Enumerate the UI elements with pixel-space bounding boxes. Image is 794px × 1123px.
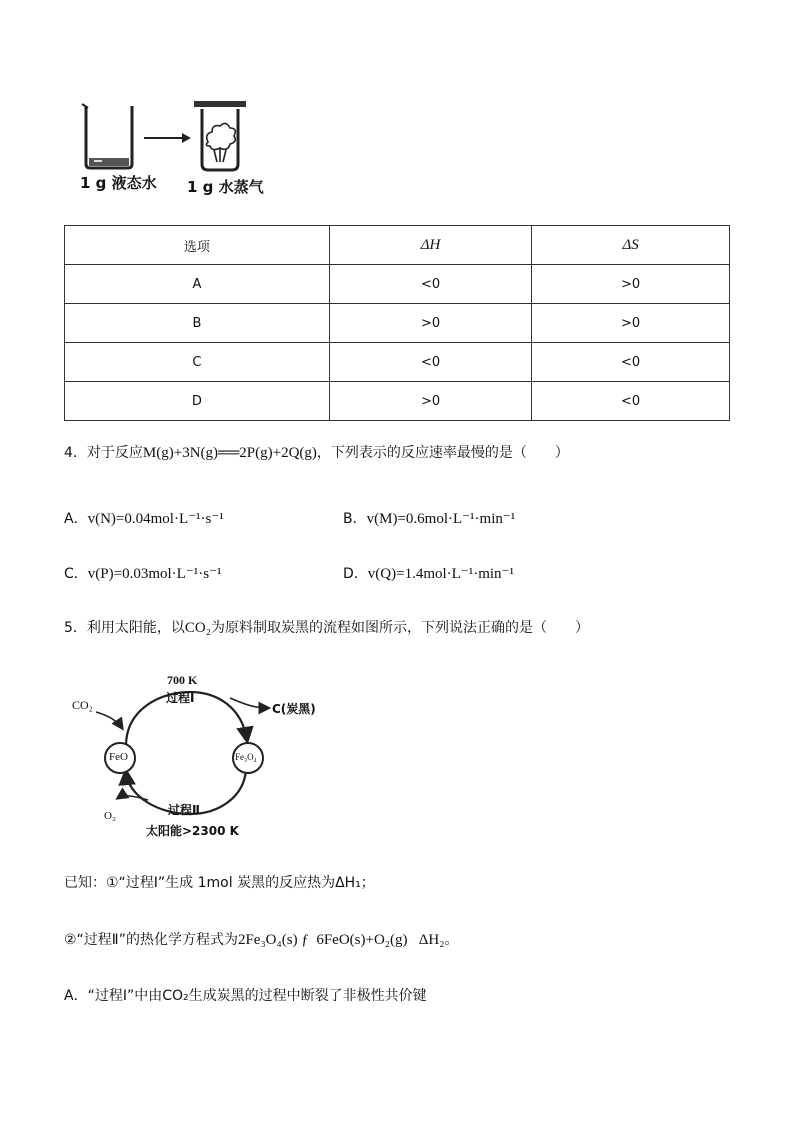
diagram-bottom-temp: 太阳能>2300 K [146,824,239,838]
arrow-icon [144,133,191,143]
option-letter: B． [343,511,367,527]
q5-option-a: A．“过程Ⅰ”中由CO₂生成炭黑的过程中断裂了非极性共价键 [64,988,427,1004]
known-2-equation: 2Fe₃O₄(s) ƒ 6FeO(s)+O₂(g) ΔH₂ [237,932,445,948]
q5-stem-prefix: 5．利用太阳能，以 [64,620,185,636]
table-cell: <0 [329,343,531,382]
carbon-output-arrow [230,698,268,708]
option-expression: v(M)=0.6mol·L⁻¹·min⁻¹ [366,511,516,527]
q5-stem-suffix: 为原料制取炭黑的流程如图所示，下列说法正确的是（ ） [211,620,589,636]
table-cell: A [65,265,330,304]
table-cell: >0 [532,265,730,304]
table-row [65,265,730,304]
table-cell: D [65,382,330,421]
diagram-o2-output: O₂ [104,810,116,822]
known-2-end: 。 [444,932,459,948]
table-row [65,382,730,421]
diagram-feo-label: FeO [109,751,128,763]
table-header-row [65,226,730,265]
option-expression: v(Q)=1.4mol·L⁻¹·min⁻¹ [367,566,514,582]
table-cell: <0 [329,265,531,304]
q4-option-d [343,563,514,583]
option-letter: D． [343,566,368,582]
known-2-prefix: ②“过程Ⅱ”的热化学方程式为 [64,932,238,948]
water-vapor-label: 1 g 水蒸气 [187,178,264,196]
q4-prefix: 4．对于反应 [64,445,143,461]
co2-input-arrow [96,712,122,728]
header-delta-s: ΔS [532,226,730,265]
option-letter: C． [64,566,88,582]
jar-icon [194,101,246,170]
q4-option-b [343,508,515,528]
table-row [65,304,730,343]
q4-option-c [64,563,221,583]
diagram-process-1: 过程Ⅰ [166,691,195,705]
q4-equation: M(g)+3N(g)══2P(g)+2Q(g) [142,445,317,461]
q4-option-a [64,508,224,528]
option-expression: v(N)=0.04mol·L⁻¹·s⁻¹ [87,511,224,527]
table-cell: >0 [329,382,531,421]
beaker-icon [82,104,132,168]
diagram-carbon-output: C(炭黑) [272,702,316,716]
diagram-top-temp: 700 K [167,673,198,687]
table-cell: B [65,304,330,343]
diagram-co2-input: CO₂ [72,698,93,712]
q5-stem-co2: CO₂ [184,620,211,636]
options-table [64,225,730,421]
table-cell: >0 [532,304,730,343]
table-cell: C [65,343,330,382]
header-delta-h: ΔH [329,226,531,265]
liquid-water-label: 1 g 液态水 [80,174,157,192]
table-cell: >0 [329,304,531,343]
question-5-stem [64,617,589,637]
option-letter: A． [64,511,88,527]
diagram-fe3o4-label: Fe₃O₄ [235,752,257,762]
table-cell: <0 [532,382,730,421]
header-option: 选项 [65,226,330,265]
o2-output-arrow [118,796,148,800]
known-statement-1: 已知：①“过程Ⅰ”生成 1mol 炭黑的反应热为ΔH₁； [64,875,375,891]
q4-suffix: ，下列表示的反应速率最慢的是（ ） [316,445,569,461]
known-statement-2 [64,929,458,949]
table-row [65,343,730,382]
question-4-stem [64,442,569,462]
option-expression: v(P)=0.03mol·L⁻¹·s⁻¹ [87,566,222,582]
diagram-process-2: 过程Ⅱ [168,803,200,817]
table-cell: <0 [532,343,730,382]
